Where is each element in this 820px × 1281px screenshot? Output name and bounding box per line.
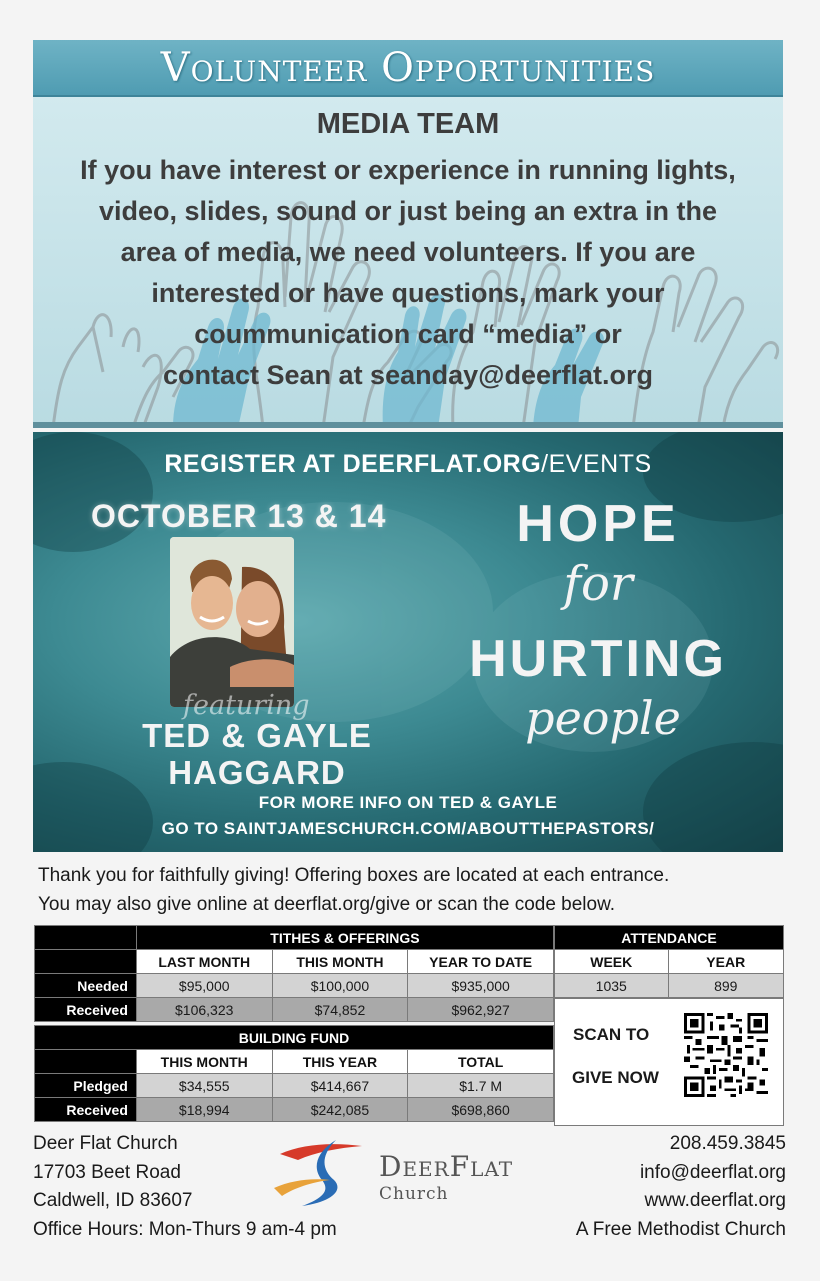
denomination-label: A Free Methodist Church (575, 1218, 786, 1240)
volunteer-banner-title: Volunteer Opportunities (160, 45, 656, 91)
event-title-hurting: HURTING (469, 630, 727, 688)
speaker-names (77, 717, 437, 791)
event-date: OCTOBER 13 & 14 (91, 498, 387, 534)
volunteer-description (43, 150, 773, 396)
volunteer-bottom-rule (33, 422, 783, 428)
table-row (555, 974, 784, 998)
tithes-table (34, 925, 554, 1022)
event-banner (33, 432, 783, 852)
attendance-table (554, 925, 784, 998)
table-row (35, 998, 554, 1022)
more-info-url: GO TO SAINTJAMESCHURCH.COM/ABOUTTHEPASTORS/ (161, 819, 655, 838)
volunteer-line: area of media, we need volunteers. If you are (120, 237, 696, 267)
scan-label-line2: GIVE NOW (572, 1068, 659, 1087)
column-header: THIS YEAR (272, 1050, 408, 1074)
table-cell: $242,085 (272, 1098, 408, 1122)
qr-code-icon[interactable] (683, 1013, 769, 1097)
volunteer-line: If you have interest or experience in running lights, (80, 155, 736, 185)
table-cell: $698,860 (408, 1098, 554, 1122)
volunteer-line: contact Sean at seanday@deerflat.org (163, 360, 653, 390)
deerflat-swoosh-icon (272, 1136, 372, 1208)
office-hours: Office Hours: Mon-Thurs 9 am-4 pm (33, 1218, 337, 1240)
giving-message (38, 861, 778, 919)
table-row (35, 1074, 554, 1098)
event-title-for: for (563, 556, 633, 612)
table-row (35, 1098, 554, 1122)
giving-line: You may also give online at deerflat.org/give or scan the code below. (38, 894, 616, 915)
couple-portrait (170, 537, 294, 707)
media-team-heading: MEDIA TEAM (316, 108, 500, 140)
more-info-line: FOR MORE INFO ON TED & GAYLE (258, 793, 558, 812)
row-label: Received (35, 1098, 137, 1122)
giving-line: Thank you for faithfully giving! Offering boxes are located at each entrance. (38, 865, 670, 886)
table-cell: $935,000 (408, 974, 554, 998)
email-link[interactable]: info@deerflat.org (639, 1161, 786, 1183)
row-label: Pledged (35, 1074, 137, 1098)
volunteer-line: interested or have questions, mark your (151, 278, 665, 308)
volunteer-line: video, slides, sound or just being an extra in the (98, 196, 718, 226)
building-fund-title: BUILDING FUND (35, 1026, 554, 1050)
logo-subtitle: Church (379, 1184, 449, 1204)
website-link[interactable]: www.deerflat.org (644, 1190, 786, 1211)
city-state-zip: Caldwell, ID 83607 (33, 1190, 193, 1211)
column-header: YEAR (668, 950, 783, 974)
row-label: Needed (35, 974, 137, 998)
volunteer-banner (33, 40, 783, 97)
attendance-title: ATTENDANCE (555, 926, 784, 950)
scan-label-line1: SCAN TO (573, 1025, 650, 1044)
building-fund-table (34, 1025, 554, 1122)
table-row (35, 974, 554, 998)
table-cell: 899 (668, 974, 783, 998)
speaker-names-line2: HAGGARD (168, 754, 346, 791)
table-cell: $18,994 (136, 1098, 272, 1122)
column-header: LAST MONTH (136, 950, 272, 974)
table-cell: $95,000 (136, 974, 272, 998)
table-cell: $74,852 (272, 998, 408, 1022)
tithes-title: TITHES & OFFERINGS (136, 926, 553, 950)
register-line (33, 450, 783, 479)
logo-wordmark: DeerFlat (379, 1150, 514, 1183)
table-cell: $100,000 (272, 974, 408, 998)
table-corner (35, 926, 137, 950)
street-address: 17703 Beet Road (33, 1161, 181, 1183)
event-title-people: people (525, 691, 681, 745)
phone-number[interactable]: 208.459.3845 (669, 1133, 786, 1154)
table-cell: 1035 (555, 974, 669, 998)
table-corner (35, 950, 137, 974)
table-cell: $34,555 (136, 1074, 272, 1098)
column-header: THIS MONTH (136, 1050, 272, 1074)
volunteer-panel (33, 40, 783, 428)
column-header: THIS MONTH (272, 950, 408, 974)
volunteer-line: coummunication card “media” or (194, 319, 622, 349)
column-header: TOTAL (408, 1050, 554, 1074)
speakers-photo (170, 537, 294, 707)
church-name: Deer Flat Church (33, 1133, 178, 1154)
table-corner (35, 1050, 137, 1074)
column-header: WEEK (555, 950, 669, 974)
register-url-tail: /EVENTS (541, 450, 652, 478)
row-label: Received (35, 998, 137, 1022)
church-contact (576, 1130, 786, 1244)
event-title-hope: HOPE (516, 495, 680, 553)
table-cell: $962,927 (408, 998, 554, 1022)
speaker-names-line1: TED & GAYLE (142, 717, 372, 754)
table-cell: $1.7 M (408, 1074, 554, 1098)
table-cell: $414,667 (272, 1074, 408, 1098)
table-cell: $106,323 (136, 998, 272, 1022)
featuring-label: featuring (183, 690, 310, 721)
scan-to-give-box (554, 998, 784, 1126)
register-url: REGISTER AT DEERFLAT.ORG (164, 450, 542, 478)
column-header: YEAR TO DATE (408, 950, 554, 974)
deerflat-logo (272, 1136, 552, 1208)
